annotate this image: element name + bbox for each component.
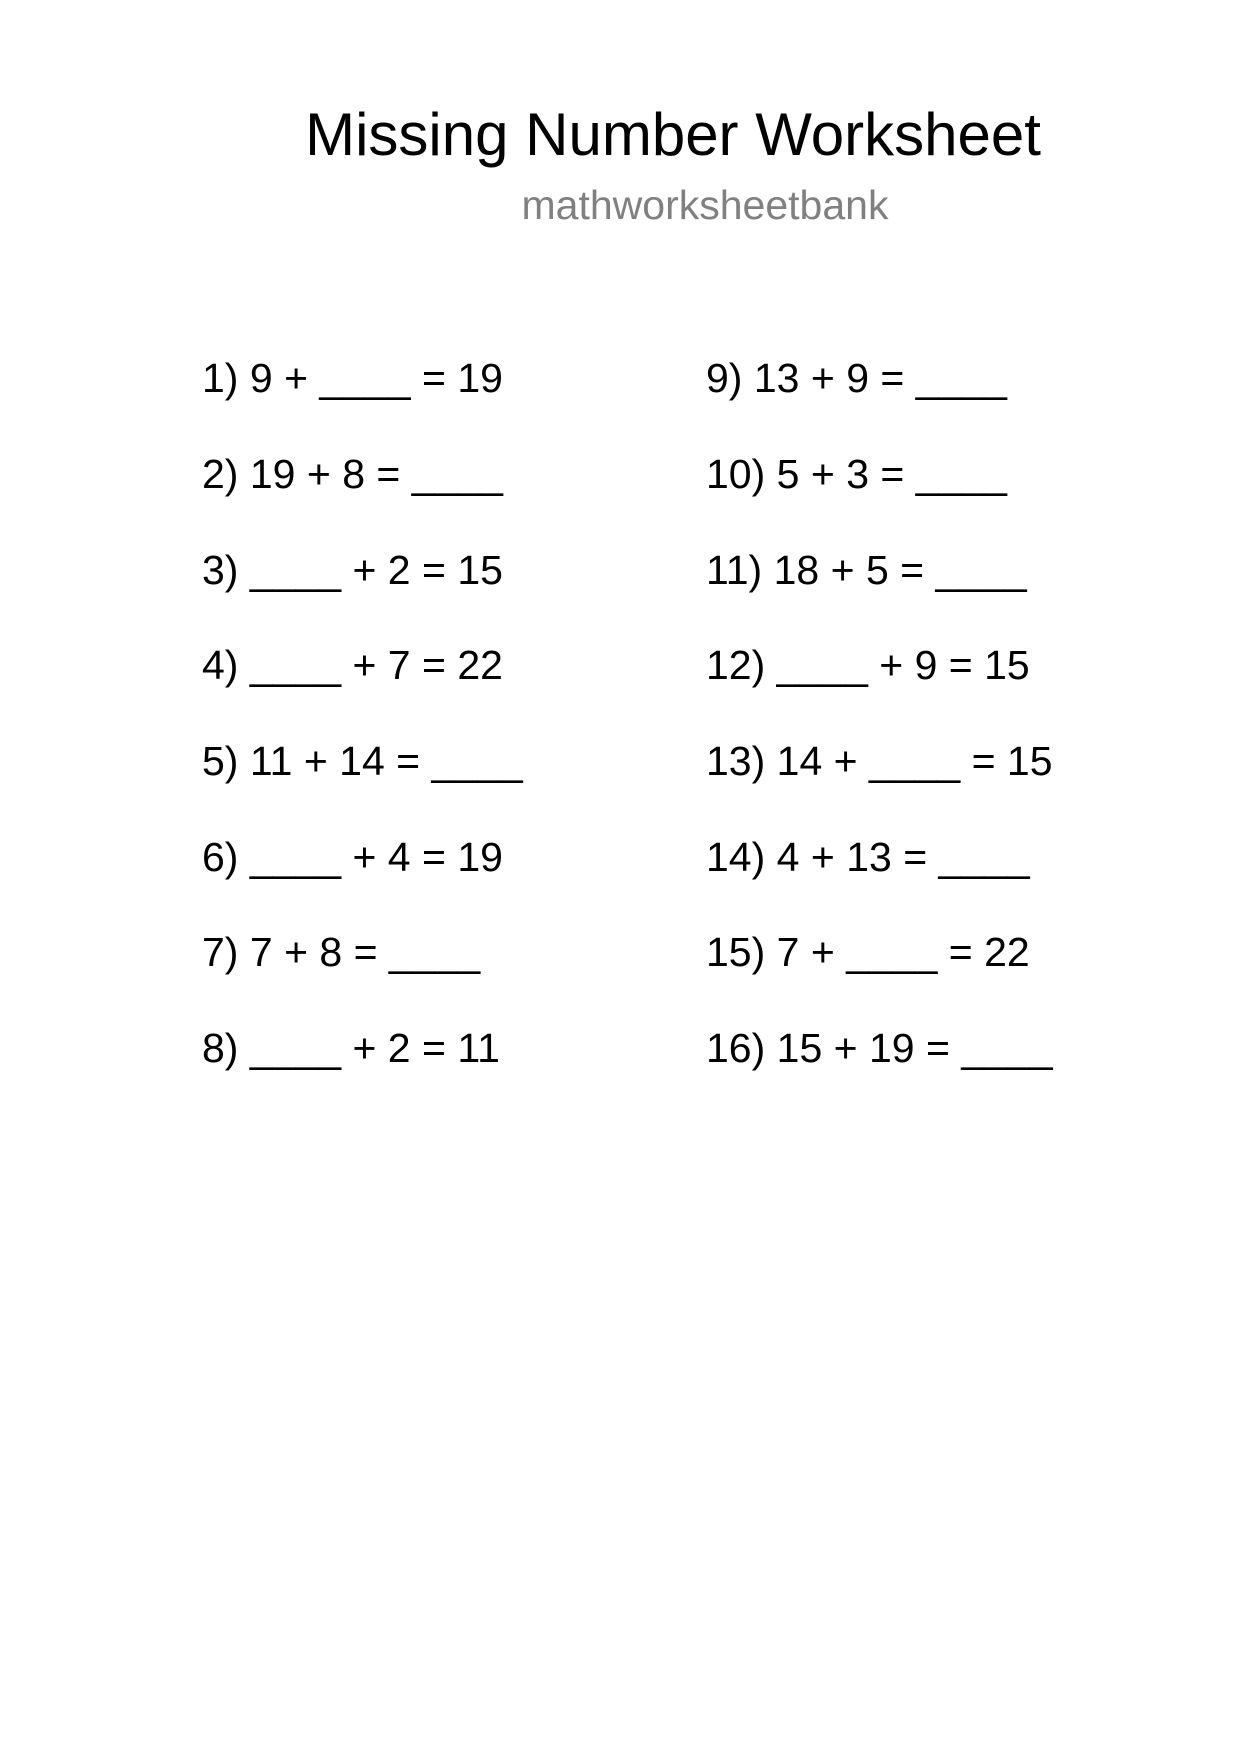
problem-equation: ____ + 4 = 19 bbox=[249, 834, 503, 880]
problem-equation: 7 + 8 = ____ bbox=[249, 929, 481, 975]
problem-14 bbox=[706, 833, 1030, 881]
problem-number: 13) bbox=[706, 738, 766, 784]
problem-number: 15) bbox=[706, 929, 766, 975]
problem-number: 9) bbox=[706, 355, 743, 401]
problem-15 bbox=[706, 928, 1030, 976]
problem-equation: 15 + 19 = ____ bbox=[776, 1025, 1053, 1071]
problem-4 bbox=[202, 641, 503, 689]
problem-equation: 5 + 3 = ____ bbox=[776, 451, 1007, 497]
problem-3 bbox=[202, 546, 503, 594]
problem-equation: 9 + ____ = 19 bbox=[249, 355, 503, 401]
problem-5 bbox=[202, 737, 523, 785]
problem-2 bbox=[202, 450, 503, 498]
problem-number: 8) bbox=[202, 1025, 239, 1071]
problem-number: 2) bbox=[202, 451, 239, 497]
problem-equation: 19 + 8 = ____ bbox=[249, 451, 503, 497]
problem-equation: ____ + 7 = 22 bbox=[249, 642, 503, 688]
problem-equation: 13 + 9 = ____ bbox=[753, 355, 1007, 401]
problem-number: 5) bbox=[202, 738, 239, 784]
problem-number: 10) bbox=[706, 451, 766, 497]
problem-number: 3) bbox=[202, 547, 239, 593]
worksheet-subtitle: mathworksheetbank bbox=[521, 182, 889, 228]
problem-equation: 4 + 13 = ____ bbox=[776, 834, 1030, 880]
problem-11 bbox=[706, 546, 1027, 594]
problem-7 bbox=[202, 928, 480, 976]
problem-number: 1) bbox=[202, 355, 239, 401]
problem-equation: 11 + 14 = ____ bbox=[249, 738, 523, 784]
worksheet-title: Missing Number Worksheet bbox=[305, 101, 1041, 168]
problem-equation: 18 + 5 = ____ bbox=[773, 547, 1027, 593]
problem-equation: ____ + 2 = 15 bbox=[249, 547, 503, 593]
problem-8 bbox=[202, 1024, 500, 1072]
problem-equation: 7 + ____ = 22 bbox=[776, 929, 1030, 975]
problem-10 bbox=[706, 450, 1007, 498]
problem-9 bbox=[706, 354, 1007, 402]
problem-number: 14) bbox=[706, 834, 766, 880]
problem-number: 6) bbox=[202, 834, 239, 880]
problem-13 bbox=[706, 737, 1053, 785]
problem-number: 7) bbox=[202, 929, 239, 975]
problem-16 bbox=[706, 1024, 1053, 1072]
problem-1 bbox=[202, 354, 503, 402]
problem-12 bbox=[706, 641, 1030, 689]
problem-6 bbox=[202, 833, 503, 881]
problem-number: 12) bbox=[706, 642, 766, 688]
problem-equation: ____ + 2 = 11 bbox=[249, 1025, 500, 1071]
problem-equation: ____ + 9 = 15 bbox=[776, 642, 1030, 688]
problem-number: 16) bbox=[706, 1025, 766, 1071]
problem-number: 11) bbox=[706, 547, 763, 593]
problem-number: 4) bbox=[202, 642, 239, 688]
problem-equation: 14 + ____ = 15 bbox=[776, 738, 1053, 784]
